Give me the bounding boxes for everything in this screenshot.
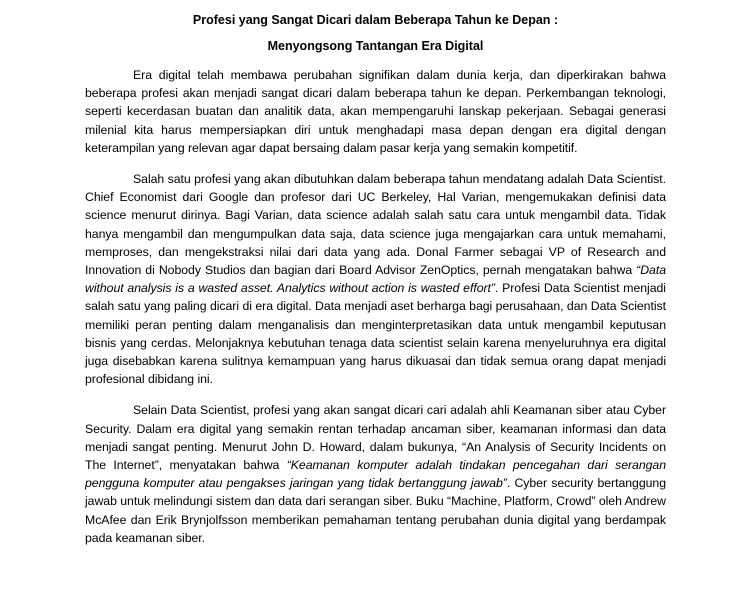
quote-farmer: “Data without analysis is a wasted asset. Analytics without action is wasted effort” <box>85 263 666 296</box>
document-title: Profesi yang Sangat Dicari dalam Beberapa Tahun ke Depan : <box>192 13 559 27</box>
paragraph-intro: Era digital telah membawa perubahan signifikan dalam dunia kerja, dan diperkirakan bahwa beberapa profesi akan menjadi sangat dicari dalam beberapa tahun ke depan. Perkembangan teknologi, seperti kecerdasan buatan dan analitik data, akan mempengaruhi lanskap pekerjaan. Sebagai generasi milenial kita harus mempersiapkan diri untuk menghadapi masa depan dengan era digital dengan keterampilan yang relevan agar dapat bersaing dalam pasar kerja yang semakin kompetitif. <box>85 68 666 155</box>
paragraph-text: . Profesi Data Scientist menjadi salah satu yang paling dicari di era digital. Data menjadi aset berharga bagi perusahaan, dan Data Scientist memiliki peran penting dalam menganalisis dan menginterpretasikan data untuk mengambil keputusan bisnis yang cerdas. Melonjaknya kebutuhan tenaga data scientist selain karena menyeluruhnya era digital juga disebabkan karena sulitnya kemampuan yang harus dikuasai dan tidak semua orang dapat menjadi profesional dibidang ini. <box>85 281 666 387</box>
paragraph-text: Salah satu profesi yang akan dibutuhkan dalam beberapa tahun mendatang adalah Data Scientist. Chief Economist dari Google dan profesor dari UC Berkeley, Hal Varian, mengemukakan definisi data science menurut dirinya. Bagi Varian, data science adalah salah satu cara untuk mengambil data. Tidak hanya mengambil dan mengumpulkan data saja, data science juga mengajarkan cara untuk memahami, memproses, dan mengekstraksi nilai dari data yang ada. Donal Farmer sebagai VP of Research and Innovation di Nobody Studios dan bagian dari Board Advisor ZenOptics, pernah mengatakan bahwa <box>85 172 666 278</box>
document-subtitle: Menyongsong Tantangan Era Digital <box>267 39 484 53</box>
paragraph-data-scientist <box>85 170 666 388</box>
paragraph-cyber-security <box>85 401 666 547</box>
paragraph-text: . Cyber security bertanggung jawab untuk melindungi sistem dan data dari serangan siber. Buku “Machine, Platform, Crowd” oleh Andrew McAfee dan Erik Brynjolfsson memberikan pemahaman tentang perubahan dunia digital yang berdampak pada keamanan siber. <box>85 476 666 545</box>
paragraph-text: Selain Data Scientist, profesi yang akan sangat dicari cari adalah ahli Keamanan siber atau Cyber Security. Dalam era digital yang semakin rentan terhadap ancaman siber, keamanan informasi dan data menjadi sangat penting. Menurut John D. Howard, dalam bukunya, “An Analysis of Security Incidents on The Internet”, menyatakan bahwa <box>85 403 666 473</box>
quote-howard: “Keamanan komputer adalah tindakan pencegahan dari serangan pengguna komputer atau pengakses jaringan yang tidak bertanggung jawab” <box>85 458 666 491</box>
